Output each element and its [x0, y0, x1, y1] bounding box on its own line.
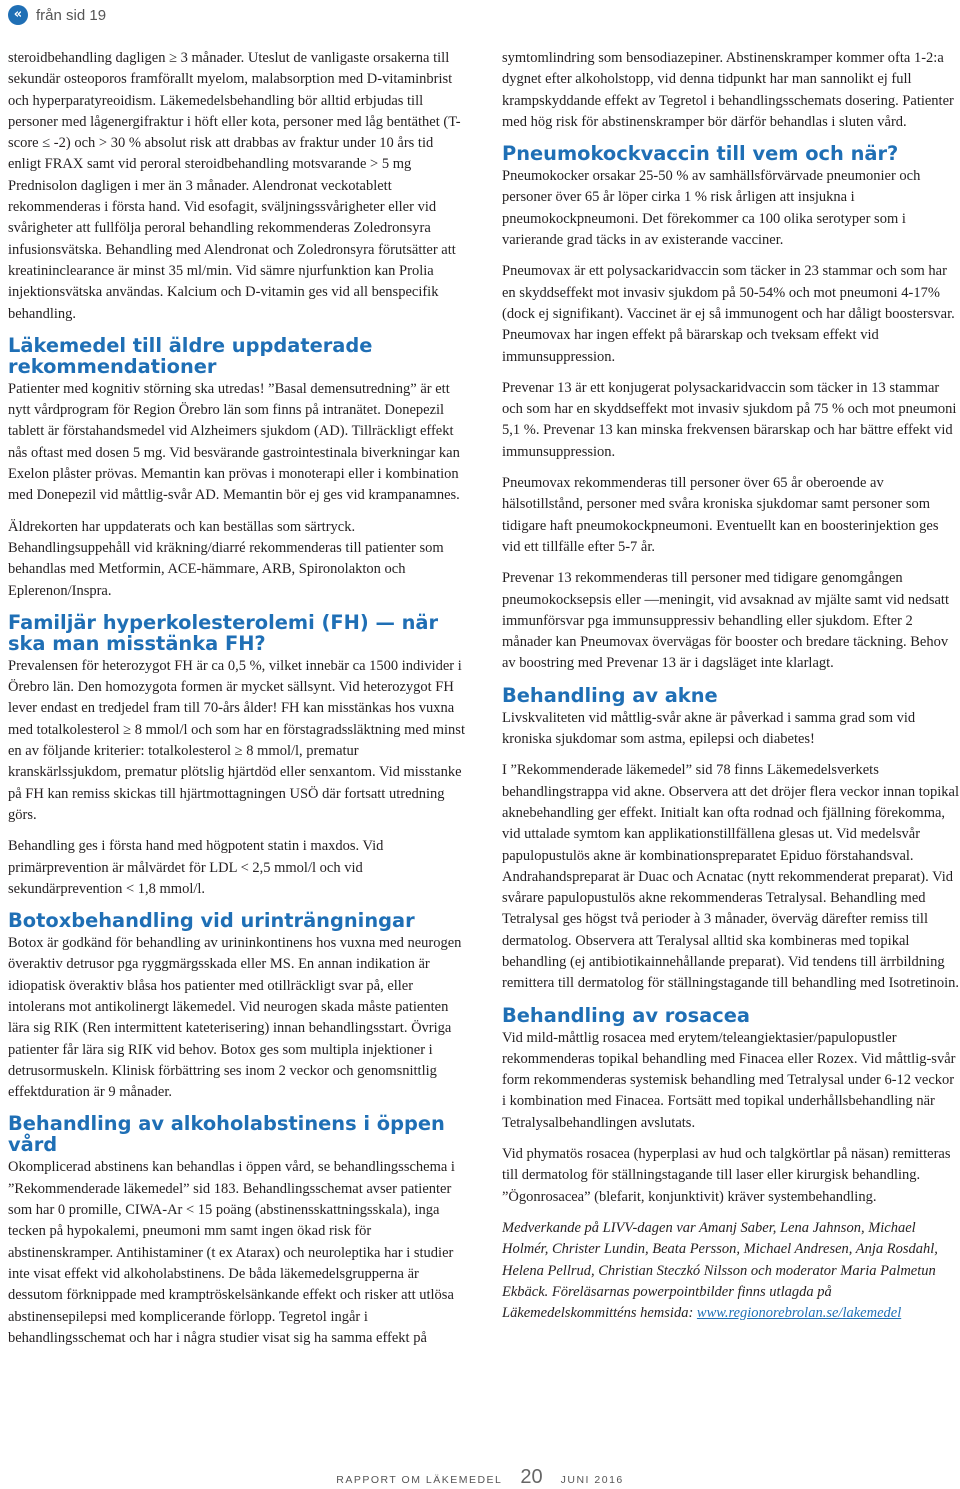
paragraph: Prevenar 13 rekommenderas till personer med tidigare genomgången pneumokocksepsis eller —meningit, vid avsaknad av mjälte samt vid nedsatt immunförsvar pga immunsuppressiv behandling eller sjukdom. Efter 2 månader kan Pneumovax övervägas för booster och bredare täckning. Behov av boostring med Prevenar 13 är i dagsläget inte klarlagt.	[502, 570, 949, 672]
paragraph: Vid phymatös rosacea (hyperplasi av hud och talgkörtlar på näsan) remitteras till dermatolog för ställningstagande till laser eller kirurgisk behandling. ”Ögonrosacea” (blefarit, konjunktivit) kräver systembehandling.	[502, 1146, 951, 1205]
paragraph: Prevalensen för heterozygot FH är ca 0,5 %, vilket innebär ca 1500 individer i Örebro län. Den homozygota formen är mycket sällsynt. Vid heterozygot FH lever endast en tredjedel fram till 70-års ålder! FH kan misstänkas hos vuxna med totalkolesterol ≥ 8 mmol/l och som har en förstagradssläktning med minst en av följande kriterier: totalkolesterol ≥ 8 mmol/l, prematur kranskärlssjukdom, prematur plötslig hjärtdöd eller senxantom. Vid misstanke på FH kan remiss skickas till hjärtmottagningen USÖ där fortsatt utredning görs.	[8, 657, 465, 823]
paragraph: I ”Rekommenderade läkemedel” sid 78 finns Läkemedelsverkets behandlingstrappa vid akne. Observera att det dröjer flera veckor innan topikal aknebehandling ger effekt. Initialt kan ofta rodnad och fjällning förekomma, vid uttalade symtom kan applikationstillfällena glesas ut. Vid medelsvår papulopustulös akne är kombinationspreparatet Epiduo förstahandsval. Andrahandspreparat är Duac och Acnatac (nytt rekommenderat preparat). Vid svårare papulopustulös akne rekommenderas Tetralysal. Behandling med Tetralysal ges högst två perioder à 3 månader, överväg därefter remiss till dermatolog. Observera att Teralysal alltid ska kombineras med topikal behandling (ej antibiotikainnehållande preparat). Vid tendens till ärrbildning remittera till dermatolog för ställningstagande till behandling med Isotretinoin.	[502, 762, 960, 992]
section-heading: Behandling av rosacea	[502, 1003, 750, 1027]
paragraph: Pneumokocker orsakar 25-50 % av samhällsförvärvade pneumonier och personer över 65 år löper cirka 1 % risk årligen att insjukna i pneumokockpneumoni. Det förekommer ca 100 olika serotyper som i varierande grad täcks in av existerande vacciner.	[502, 168, 921, 249]
top-nav	[8, 4, 106, 26]
issue-date: JUNI 2016	[560, 1474, 624, 1486]
section-heading: Familjär hyperkolesterolemi (FH) — när ska man misstänka FH?	[8, 610, 439, 655]
left-column	[8, 48, 466, 1359]
section-heading: Botoxbehandling vid urinträngningar	[8, 909, 415, 933]
back-link[interactable]: från sid 19	[36, 6, 107, 24]
paragraph: Pneumovax rekommenderas till personer över 65 år oberoende av hälsotillstånd, personer med svåra kroniska sjukdomar samt personer som tidigare haft pneumokockpneumoni. Eventuellt kan en boosterinjektion ges vid ett tillfälle efter 5-7 år.	[502, 475, 939, 555]
paragraph: Äldrekorten har uppdaterats och kan beställas som särtryck. Behandlingsuppehåll vid kräkning/diarré rekommenderas till patienter som behandlas med Metformin, ACE-hämmare, ARB, Spironolakton och Eplerenon/Inspra.	[8, 518, 444, 599]
paragraph: Botox är godkänd för behandling av urininkontinens hos vuxna med neurogen överaktiv detrusor pga ryggmärgsskada eller MS. En annan indikation är idiopatisk överaktiv blåsa hos patienter med otillräckligt svar på, eller intolerans mot antikolinergt läkemedel. Vid neurogen skada måste patienten lära sig RIK (Ren intermittent kateterisering) innan behandlingsstart. Övriga patienter får lära sig RIK vid behov. Botox ges som multipla injektioner i detrusormuskeln. Klinisk förbättring ses inom 2 veckor och genomsnittlig effektduration är 9 månader.	[8, 935, 462, 1101]
paragraph: Prevenar 13 är ett konjugerat polysackaridvaccin som täcker in 13 stammar och som har en skyddseffekt mot invasiv sjukdom på 75 % och mot pneumoni 5,1 %. Prevenar 13 kan minska frekvensen bärarskap och har bättre effekt vid immunsuppression.	[502, 379, 957, 460]
section-heading: Behandling av alkoholabstinens i öppen vård	[8, 1112, 445, 1157]
credits-text: Medverkande på LIVV-dagen var Amanj Saber, Lena Jahnson, Michael Holmér, Christer Lundin, Beata Persson, Michael Andresen, Anja Rosdahl, Helena Pellrud, Christian Steczkó Nilsson och moderator Maria Palmetun Ekbäck. Föreläsarnas powerpointbilder finns utlagda på Läkemedelskommitténs hemsida:	[502, 1219, 938, 1322]
right-column	[502, 48, 960, 1334]
paragraph: Patienter med kognitiv störning ska utredas! ”Basal demensutredning” är ett nytt vårdprogram för Region Örebro län som finns på intranätet. Donepezil tablett är förstahandsmedel vid Alzheimers sjukdom (AD). Tillräckligt effekt nås oftast med dosen 5 mg. Vid besvärande gastrointestinala biverkningar kan Exelon plåster prövas. Memantin kan prövas i monoterapi eller i kombination med Donepezil vid måttlig-svår AD. Memantin bör ej ges vid krampanamnes.	[8, 380, 460, 504]
paragraph: Livskvaliteten vid måttlig-svår akne är påverkad i samma grad som vid kroniska sjukdomar som astma, epilepsi och diabetes!	[502, 709, 916, 748]
paragraph: Behandling ges i första hand med högpotent statin i maxdos. Vid primärprevention är målvärdet för LDL < 2,5 mmol/l och vid sekundärprevention < 1,8 mmol/l.	[8, 838, 384, 897]
paragraph: symtomlindring som bensodiazepiner. Abstinenskramper kommer ofta 1-2:a dygnet efter alkoholstopp, vid denna tidpunkt har man sannolikt ej full krampskyddande effekt av Tegretol i behandlingsschemats dosering. Patienter med hög risk för abstinenskramper bör därför behandlas i sluten vård.	[502, 50, 954, 130]
paragraph: Pneumovax är ett polysackaridvaccin som täcker in 23 stammar och som har en skyddseffekt mot invasiv sjukdom på 50-54% och mot pneumoni 4-17% (dock ej signifikant). Vaccinet är ej så immunogent och har dåligt boostersvar. Pneumovax har ingen effekt på bärarskap och tveksam effekt vid immunsuppression.	[502, 263, 955, 365]
paragraph: Okomplicerad abstinens kan behandlas i öppen vård, se behandlingsschema i ”Rekommenderade läkemedel” sid 183. Behandlingsschemat avser patienter som har 0 promille, CIWA-Ar < 15 poäng (abstinensskattningsskala), inga tecken på hypokalemi, pneumoni mm samt ingen ökad risk för abstinenskramper. Antihistaminer (t ex Atarax) och neuroleptika har i studier inte visat effekt vid alkoholabstinens. De båda läkemedelsgrupperna är dessutom förknippade med kramptröskelsänkande effekt och risker att utlösa abstinensepilepsi med komplicerande förlopp. Tegretol ingår i behandlingsschemat och har i några studier visat sig ha samma effekt på	[8, 1159, 455, 1346]
page-number: 20	[520, 1466, 543, 1488]
double-chevron-left-icon[interactable]: «	[8, 5, 28, 25]
publication-name: RAPPORT OM LÄKEMEDEL	[336, 1474, 503, 1486]
paragraph: Vid mild-måttlig rosacea med erytem/teleangiektasier/papulopustler rekommenderas topikal behandling med Finacea eller Rozex. Vid måttlig-svår form rekommenderas systemisk behandling med Tetralysal under 6-12 veckor i kombination med Finacea. Fortsätt med topikal underhållsbehandling när Tetralysalbehandlingen avslutats.	[502, 1029, 956, 1131]
section-heading: Behandling av akne	[502, 683, 718, 707]
credits	[502, 1218, 960, 1324]
section-heading: Pneumokockvaccin till vem och när?	[502, 142, 899, 166]
section-heading: Läkemedel till äldre uppdaterade rekommendationer	[8, 333, 373, 378]
website-link[interactable]: www.regionorebrolan.se/lakemedel	[696, 1305, 902, 1322]
paragraph: steroidbehandling dagligen ≥ 3 månader. Uteslut de vanligaste orsakerna till sekundär osteoporos framförallt myelom, malabsorption med D-vitaminbrist och hyperparatyreoidism. Läkemedelsbehandling bör alltid erbjudas till personer med lågenergifraktur i höft eller kota, personer med låg bentäthet (T-score ≤ -2) och > 30 % absolut risk att drabbas av fraktur under 10 års tid enligt FRAX samt vid peroral steroidbehandling motsvarande > 5 mg Prednisolon dagligen i mer än 3 månader. Alendronat veckotablett rekommenderas i första hand. Vid esofagit, sväljningssvårigheter eller vid svårigheter att fullfölja peroral behandling rekommenderas Zoledronsyra infusionsvätska. Behandling med Alendronat och Zoledronsyra förutsätter att kreatininclearance är minst 35 ml/min. Vid sämre njurfunktion kan Prolia injektionsvätska användas. Kalcium och D-vitamin ges vid all benspecifik behandling.	[8, 50, 461, 322]
